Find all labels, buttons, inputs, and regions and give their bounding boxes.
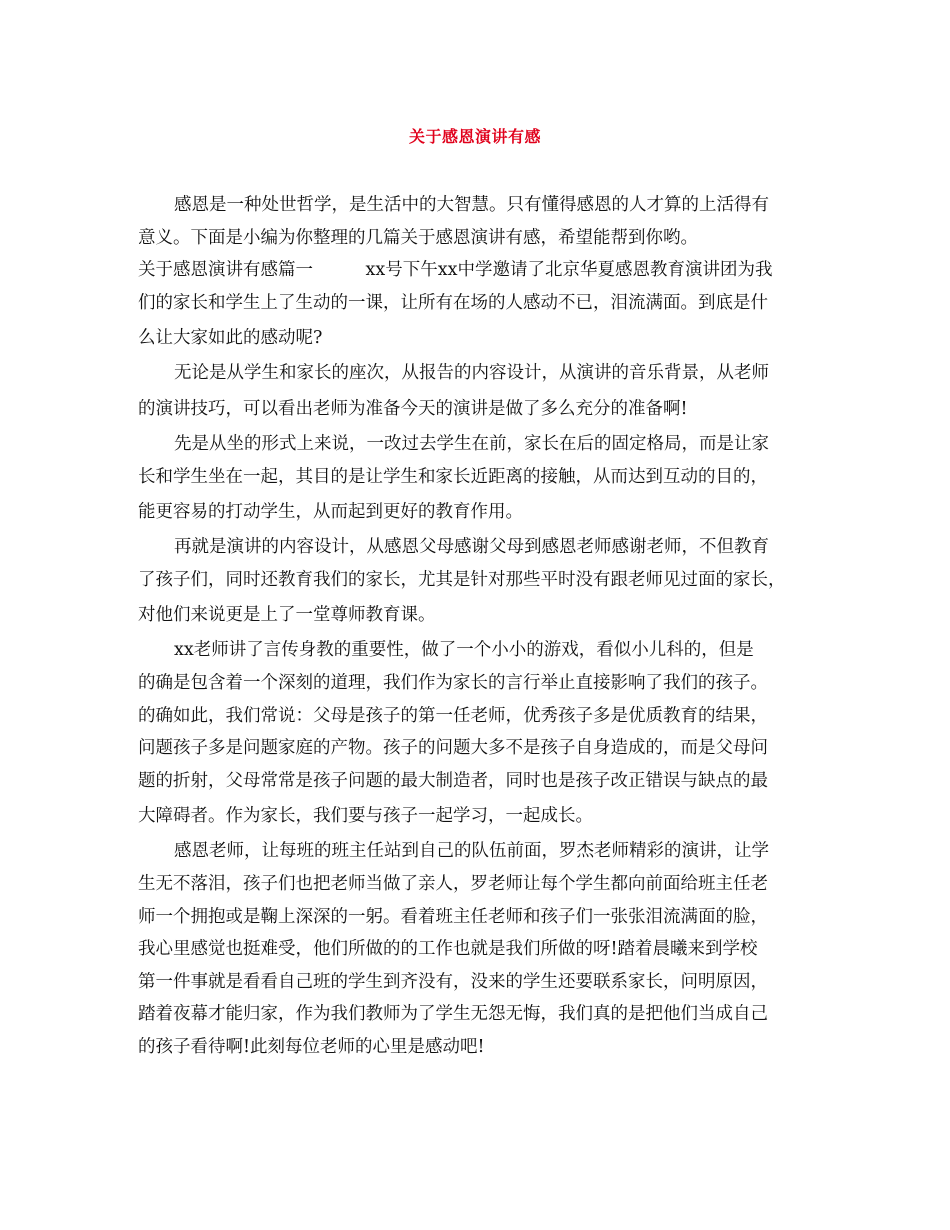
text-line: 师一个拥抱或是鞠上深深的一躬。看着班主任老师和孩子们一张张泪流满面的脸， [138,906,768,927]
text-line: 再就是演讲的内容设计，从感恩父母感谢父母到感恩老师感谢老师，不但教育 [174,537,769,558]
text-line: 的演讲技巧，可以看出老师为准备今天的演讲是做了多么充分的准备啊! [138,398,688,419]
text-line: 问题孩子多是问题家庭的产物。孩子的问题大多不是孩子自身造成的，而是父母问 [138,738,768,759]
text-line: 对他们来说更是上了一堂尊师教育课。 [138,605,436,626]
text-line: 关于感恩演讲有感篇一 xx号下午xx中学邀请了北京华夏感恩教育演讲团为我 [138,260,773,281]
text-line: 的确如此，我们常说：父母是孩子的第一任老师，优秀孩子多是优质教育的结果， [138,705,768,726]
text-line: 生无不落泪，孩子们也把老师当做了亲人，罗老师让每个学生都向前面给班主任老 [138,873,768,894]
text-line: 第一件事就是看看自己班的学生到齐没有，没来的学生还要联系家长，问明原因， [138,971,768,992]
text-line: 长和学生坐在一起，其目的是让学生和家长近距离的接触，从而达到互动的目的， [138,466,768,487]
text-line: 的确是包含着一个深刻的道理，我们作为家长的言行举止直接影响了我们的孩子。 [138,672,768,693]
text-line: 意义。下面是小编为你整理的几篇关于感恩演讲有感，希望能帮到你哟。 [138,227,698,248]
text-line: 了孩子们，同时还教育我们的家长，尤其是针对那些平时没有跟老师见过面的家长， [138,569,786,590]
text-line: 我心里感觉也挺难受，他们所做的的工作也就是我们所做的呀!踏着晨曦来到学校 [138,939,758,960]
text-line: 题的折射，父母常常是孩子问题的最大制造者，同时也是孩子改正错误与缺点的最 [138,770,768,791]
text-line: xx老师讲了言传身教的重要性，做了一个小小的游戏，看似小儿科的，但是 [174,640,754,661]
article-body [138,189,818,1063]
text-line: 的孩子看待啊!此刻每位老师的心里是感动吧! [138,1036,485,1057]
text-line: 们的家长和学生上了生动的一课，让所有在场的人感动不已，泪流满面。到底是什 [138,292,768,313]
text-line: 感恩老师，让每班的班主任站到自己的队伍前面，罗杰老师精彩的演讲，让学 [174,841,769,862]
text-line: 无论是从学生和家长的座次，从报告的内容设计，从演讲的音乐背景，从老师 [174,363,769,384]
text-line: 大障碍者。作为家长，我们要与孩子一起学习，一起成长。 [138,806,593,827]
page-title: 关于感恩演讲有感 [408,127,541,146]
text-line: 先是从坐的形式上来说，一改过去学生在前，家长在后的固定格局，而是让家 [174,433,769,454]
text-line: 踏着夜幕才能归家，作为我们教师为了学生无怨无悔，我们真的是把他们当成自己 [138,1004,768,1025]
text-line: 能更容易的打动学生，从而起到更好的教育作用。 [138,502,523,523]
text-line: 感恩是一种处世哲学，是生活中的大智慧。只有懂得感恩的人才算的上活得有 [174,195,769,215]
text-line: 么让大家如此的感动呢? [138,328,323,349]
